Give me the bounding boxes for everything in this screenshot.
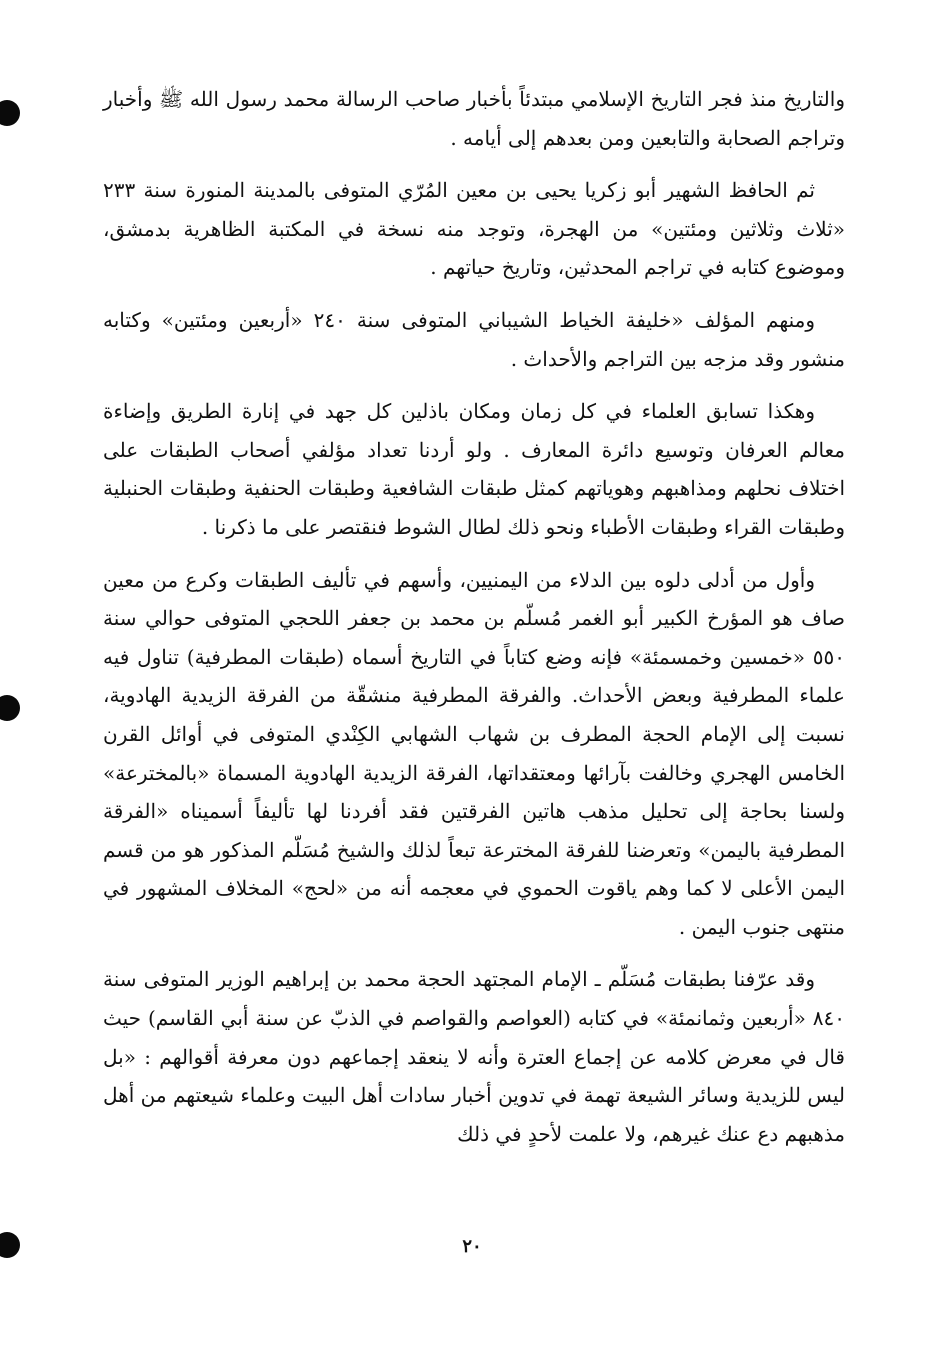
page-number: ٢٠ — [462, 1236, 482, 1257]
paragraph: وهكذا تسابق العلماء في كل زمان ومكان باذلين كل جهد في إنارة الطريق وإضاءة معالم العرفان وتوسيع دائرة المعارف . ولو أردنا تعداد مؤلفي أصحاب الطبقات على اختلاف نحلهم ومذاهبهم وهوياتهم كمثل طبقات الشافعية وطبقات الحنفية وطبقات الحنبلية وطبقات القراء وطبقات الأطباء ونحو ذلك لطال الشوط فنقتصر على ما ذكرنا . — [103, 399, 845, 539]
body-text — [103, 80, 845, 1167]
binder-hole-mark — [0, 695, 20, 721]
paragraph: ومنهم المؤلف «خليفة الخياط الشيباني المتوفى سنة ٢٤٠ «أربعين ومئتين» وكتابه منشور وقد مزجه بين التراجم والأحداث . — [103, 307, 845, 371]
paragraph: والتاريخ منذ فجر التاريخ الإسلامي مبتدئاً بأخبار صاحب الرسالة محمد رسول الله ﷺ وأخبار وتراجم الصحابة والتابعين ومن بعدهم إلى أيامه . — [103, 87, 845, 150]
paragraph: وقد عرّفنا بطبقات مُسَلّم ـ الإمام المجتهد الحجة محمد بن إبراهيم الوزير المتوفى سنة ٨٤٠ «أربعين وثمانمئة» في كتابه (العواصم والقواصم في الذبّ عن سنة أبي القاسم) حيث قال في معرض كلامه عن إجماع العترة وأنه لا ينعقد إجماعهم دون معرفة أقوالهم : «بل ليس للزيدية وسائر الشيعة تهمة في تدوين أخبار سادات أهل البيت وعلماء شيعتهم من أهل مذهبهم دع عنك غيرهم، ولا علمت لأحدٍ في ذلك — [103, 967, 845, 1146]
paragraph: وأول من أدلى دلوه بين الدلاء من اليمنيين، وأسهم في تأليف الطبقات وكرع من معين صاف هو المؤرخ الكبير أبو الغمر مُسلّم بن محمد بن جعفر اللحجي المتوفى حوالي سنة ٥٥٠ «خمسين وخمسمئة» فإنه وضع كتاباً في التاريخ أسماه (طبقات المطرفية) تناول فيه علماء المطرفية وبعض الأحداث. والفرقة المطرفية منشقّة من الفرقة الزيدية الهادوية، نسبت إلى الإمام الحجة المطرف بن شهاب الشهابي الكِنْدي المتوفى في أوائل القرن الخامس الهجري وخالفت بآرائها ومعتقداتها، الفرقة الزيدية الهادوية المسماة «بالمخترعة» ولسنا بحاجة إلى تحليل مذهب هاتين الفرقتين فقد أفردنا لها تأليفاً أسميناه «الفرقة المطرفية باليمن» وتعرضنا للفرقة المخترعة تبعاً لذلك والشيخ مُسَلّم المذكور هو من قسم اليمن الأعلى لا كما وهم ياقوت الحموي في معجمه أنه من «لحج» المخلاف المشهور في منتهى جنوب اليمن . — [103, 567, 845, 939]
binder-hole-mark — [0, 100, 20, 126]
paragraph: ثم الحافظ الشهير أبو زكريا يحيى بن معين المُرّي المتوفى بالمدينة المنورة سنة ٢٣٣ «ثلاث وثلاثين ومئتين» من الهجرة، وتوجد منه نسخة في المكتبة الظاهرية بدمشق، وموضوع كتابه في تراجم المحدثين، وتاريخ حياتهم . — [103, 178, 845, 280]
